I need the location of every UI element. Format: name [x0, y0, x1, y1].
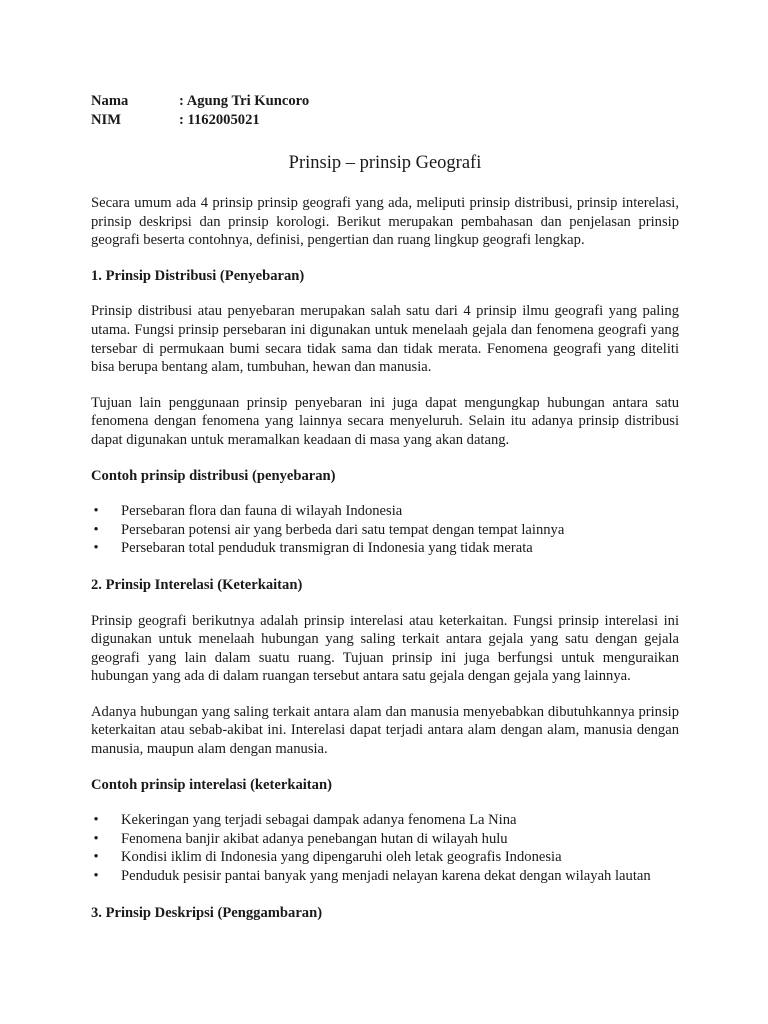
section2-heading: 2. Prinsip Interelasi (Keterkaitan)	[91, 576, 303, 593]
section1-heading: 1. Prinsip Distribusi (Penyebaran)	[91, 267, 305, 284]
section1-paragraph-2: Tujuan lain penggunaan prinsip penyebaran ini juga dapat mengungkap hubungan antara satu fenomena dengan fenomena yang lainnya secara menyeluruh. Selain itu adanya prinsip distribusi dapat digunakan untuk meramalkan keadaan di masa yang akan datang.	[91, 394, 679, 448]
name-row	[91, 92, 679, 111]
list-item: • Fenomena banjir akibat adanya penebangan hutan di wilayah hulu	[121, 830, 679, 849]
list-item: • Persebaran flora dan fauna di wilayah Indonesia	[121, 502, 679, 521]
list-item: • Kekeringan yang terjadi sebagai dampak adanya fenomena La Nina	[121, 811, 679, 830]
section3-heading: 3. Prinsip Deskripsi (Penggambaran)	[91, 904, 323, 921]
section1-examples-heading: Contoh prinsip distribusi (penyebaran)	[91, 467, 336, 484]
section1-paragraph-1: Prinsip distribusi atau penyebaran merupakan salah satu dari 4 prinsip ilmu geografi yang paling utama. Fungsi prinsip persebaran ini digunakan untuk menelaah gejala dan fenomena geografi yang tersebar di permukaan bumi secara tidak sama dan tidak merata. Fenomena geografi yang diteliti bisa berupa bentang alam, tumbuhan, hewan dan manusia.	[91, 303, 679, 376]
section1-examples-list	[91, 502, 679, 558]
list-item: • Persebaran total penduduk transmigran di Indonesia yang tidak merata	[121, 539, 679, 558]
name-label: Nama	[91, 93, 129, 109]
document-page	[91, 92, 679, 922]
document-title: Prinsip – prinsip Geografi	[288, 153, 482, 173]
intro-paragraph: Secara umum ada 4 prinsip prinsip geografi yang ada, meliputi prinsip distribusi, prinsip interelasi, prinsip deskripsi dan prinsip korologi. Berikut merupakan pembahasan dan penjelasan prinsip geografi beserta contohnya, definisi, pengertian dan ruang lingkup geografi lengkap.	[91, 195, 679, 249]
section2-paragraph-2: Adanya hubungan yang saling terkait antara alam dan manusia menyebabkan dibutuhkannya prinsip keterkaitan atau sebab-akibat ini. Interelasi dapat terjadi antara alam dengan alam, manusia dengan manusia, maupun alam dengan manusia.	[91, 703, 679, 758]
nim-label: NIM	[91, 112, 121, 128]
section2-examples-heading: Contoh prinsip interelasi (keterkaitan)	[91, 776, 332, 793]
list-item: • Penduduk pesisir pantai banyak yang menjadi nelayan karena dekat dengan wilayah lautan	[121, 867, 679, 886]
section2-examples-list	[91, 811, 679, 885]
nim-row	[91, 111, 679, 130]
list-item: • Kondisi iklim di Indonesia yang dipengaruhi oleh letak geografis Indonesia	[121, 848, 679, 867]
nim-value: : 1162005021	[179, 112, 260, 128]
identity-block	[91, 92, 679, 130]
name-value: : Agung Tri Kuncoro	[179, 93, 310, 109]
section2-paragraph-1: Prinsip geografi berikutnya adalah prinsip interelasi atau keterkaitan. Fungsi prinsip interelasi ini digunakan untuk menelaah hubungan yang saling terkait antara gejala yang satu dengan gejala geografi yang lain dalam suatu ruang. Tujuan prinsip ini juga berfungsi untuk menguraikan hubungan yang ada di dalam ruangan tersebut antara satu gejala dengan gejala yang lainnya.	[91, 612, 679, 685]
list-item: • Persebaran potensi air yang berbeda dari satu tempat dengan tempat lainnya	[121, 521, 679, 540]
